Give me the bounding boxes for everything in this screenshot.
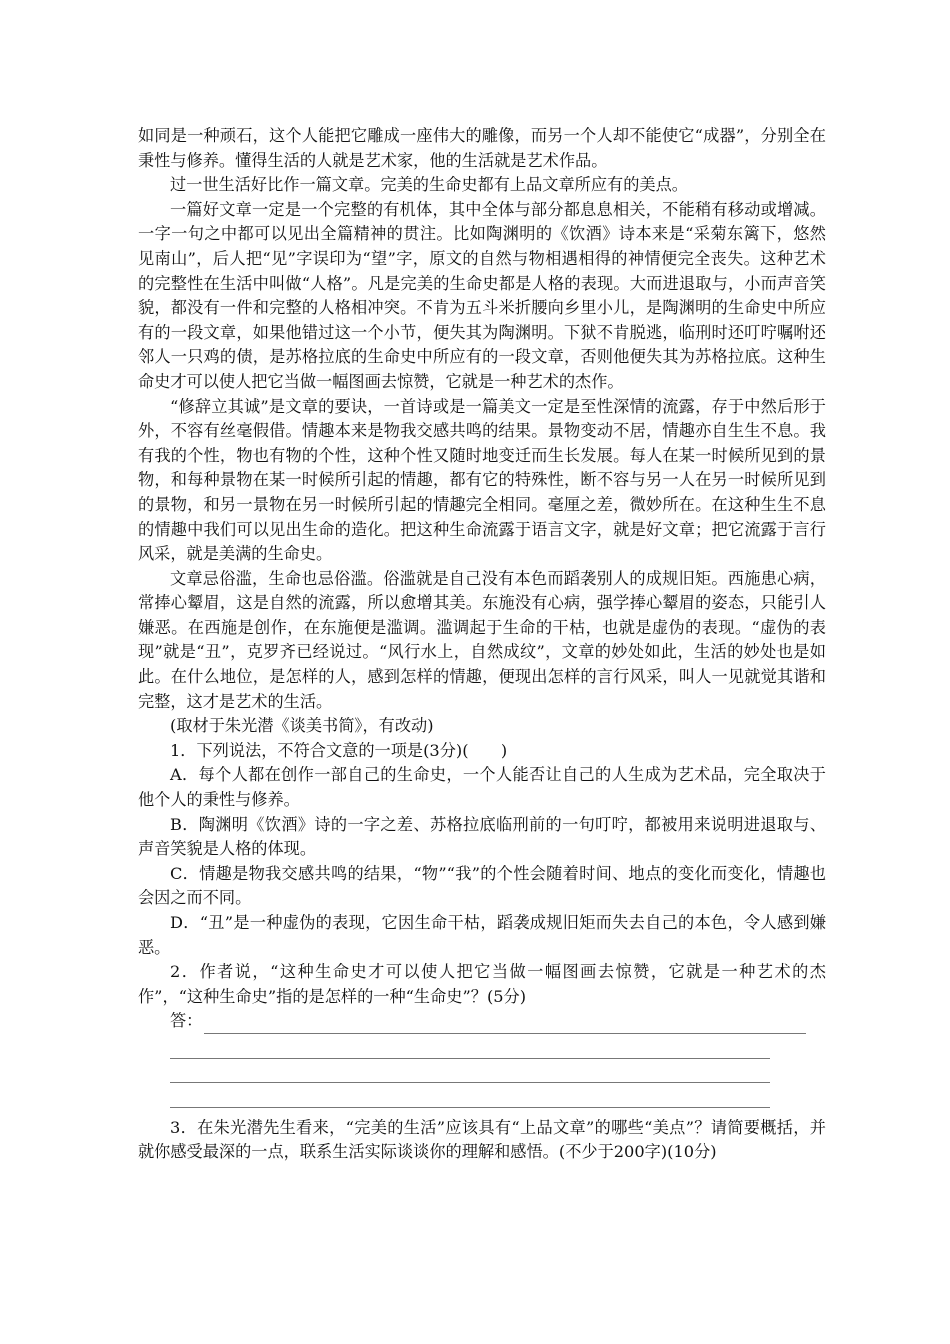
paragraph-2: 过一世生活好比作一篇文章。完美的生命史都有上品文章所应有的美点。 bbox=[170, 175, 688, 195]
answer-line[interactable] bbox=[204, 1017, 806, 1034]
question-3-stem: 3．在朱光潜先生看来，“完美的生活”应该具有“上品文章”的哪些“美点”？请简要概括，并就你感受最深的一点，联系生活实际谈谈你的理解和感悟。(不少于200字)(10分) bbox=[138, 1117, 826, 1162]
question-1-option-a: A．每个人都在创作一部自己的生命史，一个人能否让自己的人生成为艺术品，完全取决于他个人的秉性与修养。 bbox=[138, 765, 826, 810]
document-page bbox=[138, 124, 826, 1165]
paragraph-4: “修辞立其诚”是文章的要诀，一首诗或是一篇美文一定是至性深情的流露，存于中然后形于外，不容有丝毫假借。情趣本来是物我交感共鸣的结果。景物变动不居，情趣亦自生生不息。我有我的个性，物也有物的个性，这种个性又随时地变迁而生长发展。每人在某一时候所见到的景物，和每种景物在某一时候所引起的情趣，都有它的特殊性，断不容与另一人在另一时候所见到的景物，和另一景物在另一时候所引起的情趣完全相同。毫厘之差，微妙所在。在这种生生不息的情趣中我们可以见出生命的造化。把这种生命流露于语言文字，就是好文章；把它流露于言行风采，就是美满的生命史。 bbox=[138, 396, 826, 564]
answer-label: 答： bbox=[170, 1011, 203, 1031]
answer-line[interactable] bbox=[170, 1059, 770, 1084]
question-1-option-d: D．“丑”是一种虚伪的表现，它因生命干枯，蹈袭成规旧矩而失去自己的本色，令人感到嫌恶。 bbox=[138, 913, 826, 957]
answer-line[interactable] bbox=[170, 1083, 770, 1108]
source-note: (取材于朱光潜《谈美书简》，有改动) bbox=[170, 716, 434, 736]
answer-line[interactable] bbox=[170, 1034, 770, 1059]
question-1-option-b: B．陶渊明《饮酒》诗的一字之差、苏格拉底临刑前的一句叮咛，都被用来说明进退取与、声音笑貌是人格的体现。 bbox=[138, 814, 826, 859]
question-2-stem: 2．作者说，“这种生命史才可以使人把它当做一幅图画去惊赞，它就是一种艺术的杰作”，“这种生命史”指的是怎样的一种“生命史”？(5分) bbox=[138, 962, 826, 1006]
answer-row-first[interactable] bbox=[170, 1009, 826, 1034]
question-1-option-c: C．情趣是物我交感共鸣的结果，“物”“我”的个性会随着时间、地点的变化而变化，情趣也会因之而不同。 bbox=[138, 863, 826, 908]
question-1-stem: 1．下列说法，不符合文意的一项是(3分)( ) bbox=[170, 740, 508, 760]
paragraph-5: 文章忌俗滥，生命也忌俗滥。俗滥就是自己没有本色而蹈袭别人的成规旧矩。西施患心病，常捧心颦眉，这是自然的流露，所以愈增其美。东施没有心病，强学捧心颦眉的姿态，只能引人嫌恶。在西施是创作，在东施便是滥调。滥调起于生命的干枯，也就是虚伪的表现。“虚伪的表现”就是“丑”，克罗齐已经说过。“风行水上，自然成纹”，文章的妙处如此，生活的妙处也是如此。在什么地位，是怎样的人，感到怎样的情趣，便现出怎样的言行风采，叫人一见就觉其谐和完整，这才是艺术的生活。 bbox=[138, 568, 826, 711]
paragraph-3: 一篇好文章一定是一个完整的有机体，其中全体与部分都息息相关，不能稍有移动或增减。一字一句之中都可以见出全篇精神的贯注。比如陶渊明的《饮酒》诗本来是“采菊东篱下，悠然见南山”，后人把“见”字误印为“望”字，原文的自然与物相遇相得的神情便完全丧失。这种艺术的完整性在生活中叫做“人格”。凡是完美的生命史都是人格的表现。大而进退取与，小而声音笑貌，都没有一件和完整的人格相冲突。不肯为五斗米折腰向乡里小儿，是陶渊明的生命史中所应有的一段文章，如果他错过这一个小节，便失其为陶渊明。下狱不肯脱逃，临刑时还叮咛嘱咐还邻人一只鸡的债，是苏格拉底的生命史中所应有的一段文章，否则他便失其为苏格拉底。这种生命史才可以使人把它当做一幅图画去惊赞，它就是一种艺术的杰作。 bbox=[138, 199, 826, 391]
answer-area[interactable] bbox=[138, 1009, 826, 1107]
paragraph-1: 如同是一种顽石，这个人能把它雕成一座伟大的雕像，而另一个人却不能使它“成器”，分别全在秉性与修养。懂得生活的人就是艺术家，他的生活就是艺术作品。 bbox=[138, 126, 826, 170]
